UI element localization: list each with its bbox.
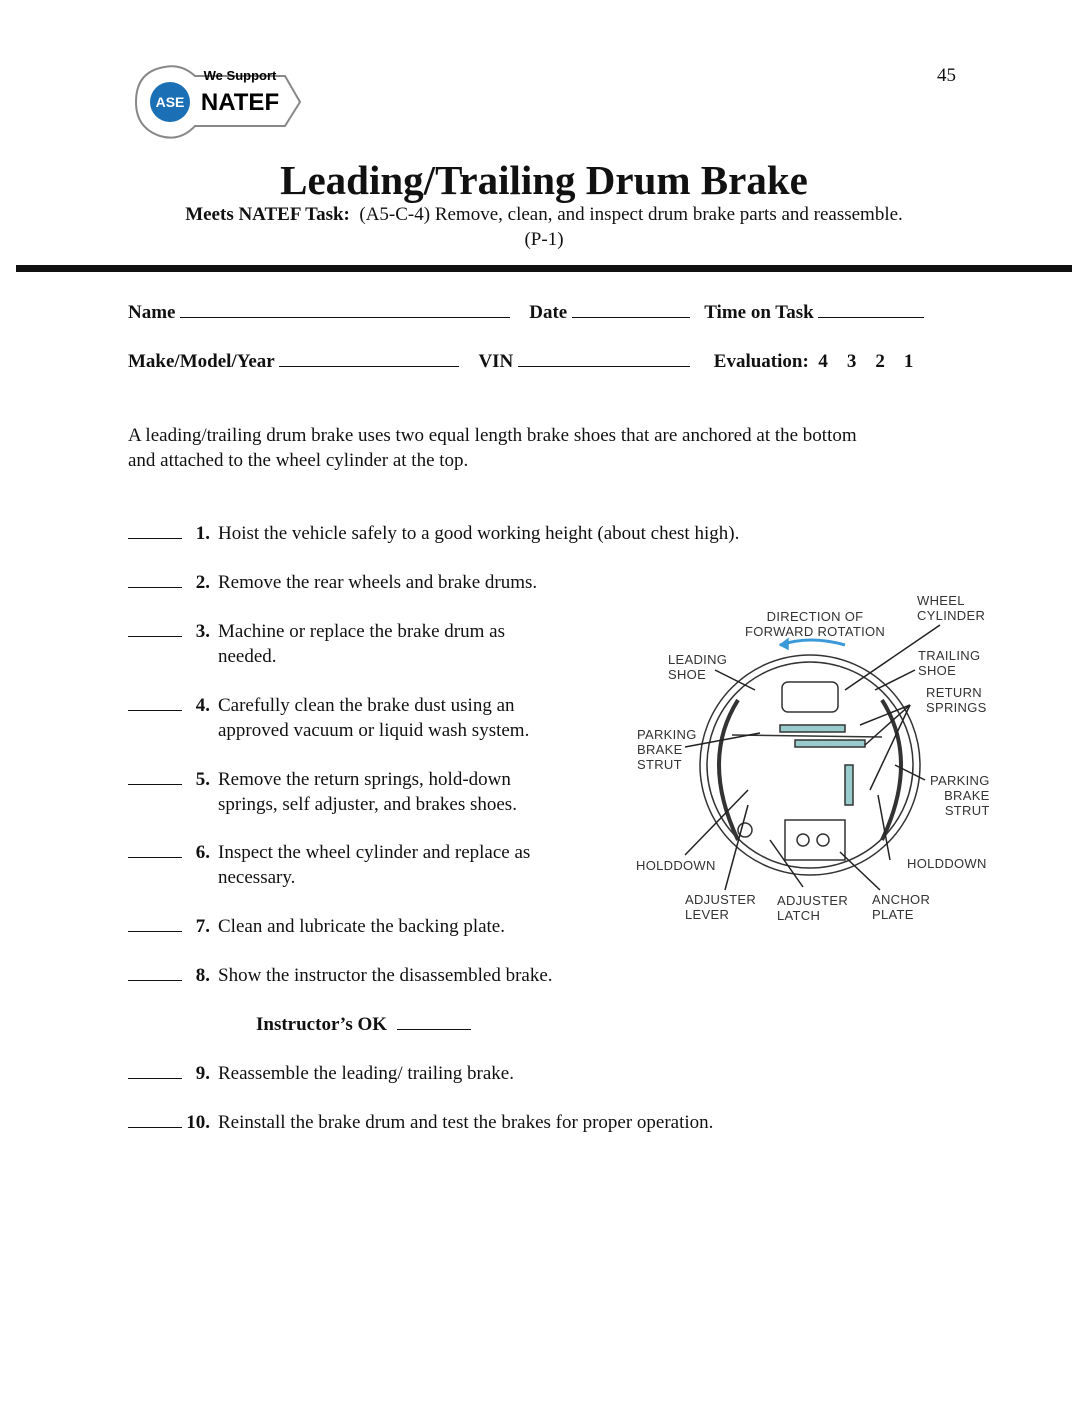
page-title: Leading/Trailing Drum Brake — [280, 157, 808, 203]
vin-field[interactable] — [518, 350, 690, 367]
label-adjuster-latch: ADJUSTER LATCH — [777, 893, 849, 923]
evaluation-label: Evaluation: — [713, 351, 809, 372]
task-text: (A5-C-4) Remove, clean, and inspect drum brake parts and reassemble. — [359, 204, 903, 225]
intro-text: A leading/trailing drum brake uses two equal length brake shoes that are anchored at the bottom and attached to the wheel cylinder at the top. — [128, 425, 857, 471]
label-holddown-left: HOLDDOWN — [636, 858, 716, 873]
make-label: Make/Model/Year — [128, 351, 275, 372]
vin-label: VIN — [478, 351, 514, 372]
step-number: 2. — [195, 572, 210, 593]
step-checkbox-blank[interactable] — [128, 784, 182, 785]
step-number: 5. — [195, 769, 210, 790]
step-text: Reassemble the leading/ trailing brake. — [218, 1063, 514, 1084]
step-text: Clean and lubricate the backing plate. — [218, 916, 505, 937]
make-field[interactable] — [279, 350, 459, 367]
step-text: Show the instructor the disassembled brake. — [218, 965, 553, 986]
step-number: 10. — [186, 1112, 210, 1133]
label-holddown-right: HOLDDOWN — [907, 856, 987, 871]
natef-logo — [130, 58, 305, 148]
date-field[interactable] — [572, 301, 690, 318]
label-anchor-plate: ANCHOR PLATE — [872, 892, 931, 922]
score-1[interactable]: 1 — [903, 351, 914, 372]
step-text: Carefully clean the brake dust using an approved vacuum or liquid wash system. — [218, 695, 530, 741]
name-field[interactable] — [180, 301, 510, 318]
label-adjuster-lever: ADJUSTER LEVER — [685, 892, 757, 922]
task-code: (P-1) — [524, 229, 564, 250]
step-checkbox-blank[interactable] — [128, 931, 182, 932]
step-number: 3. — [195, 621, 210, 642]
drum-brake-diagram — [620, 590, 1000, 930]
svg-text:ASE: ASE — [155, 94, 185, 110]
step-number: 1. — [195, 523, 210, 544]
label-trailing-shoe: TRAILING SHOE — [918, 648, 981, 678]
step-checkbox-blank[interactable] — [128, 1127, 182, 1128]
step-checkbox-blank[interactable] — [128, 636, 182, 637]
step-checkbox-blank[interactable] — [128, 538, 182, 539]
score-3[interactable]: 3 — [846, 351, 857, 372]
step-text: Reinstall the brake drum and test the brakes for proper operation. — [218, 1112, 714, 1133]
step-number: 9. — [195, 1063, 210, 1084]
step-text: Remove the rear wheels and brake drums. — [218, 572, 538, 593]
instructor-ok-field[interactable] — [397, 1013, 471, 1030]
step-number: 6. — [195, 842, 210, 863]
instructor-ok-label: Instructor’s OK — [256, 1014, 388, 1035]
step-number: 7. — [195, 916, 210, 937]
label-parking-strut-right: PARKING BRAKE STRUT — [930, 773, 990, 818]
step-text: Remove the return springs, hold-down springs, self adjuster, and brakes shoes. — [218, 769, 517, 815]
label-leading-shoe: LEADING SHOE — [668, 652, 728, 682]
svg-text:NATEF: NATEF — [200, 89, 280, 116]
svg-text:We Support: We Support — [203, 68, 277, 83]
label-direction: DIRECTION OF FORWARD ROTATION — [745, 609, 886, 639]
step-checkbox-blank[interactable] — [128, 857, 182, 858]
step-text: Hoist the vehicle safely to a good working height (about chest high). — [218, 523, 740, 544]
step-text: Machine or replace the brake drum as needed. — [218, 621, 505, 667]
time-label: Time on Task — [704, 302, 814, 323]
page-number: 45 — [937, 65, 956, 86]
task-label: Meets NATEF Task: — [185, 204, 350, 225]
divider — [16, 265, 1072, 272]
step-number: 4. — [195, 695, 210, 716]
score-4[interactable]: 4 — [818, 351, 828, 372]
score-2[interactable]: 2 — [875, 351, 885, 372]
step-number: 8. — [195, 965, 210, 986]
time-field[interactable] — [818, 301, 924, 318]
label-return-springs: RETURN SPRINGS — [926, 685, 987, 715]
step-checkbox-blank[interactable] — [128, 710, 182, 711]
name-label: Name — [128, 302, 176, 323]
label-parking-strut-left: PARKING BRAKE STRUT — [637, 727, 697, 772]
label-wheel-cylinder: WHEEL CYLINDER — [917, 593, 986, 623]
step-checkbox-blank[interactable] — [128, 980, 182, 981]
step-checkbox-blank[interactable] — [128, 587, 182, 588]
step-text: Inspect the wheel cylinder and replace as necessary. — [218, 842, 531, 888]
step-checkbox-blank[interactable] — [128, 1078, 182, 1079]
date-label: Date — [529, 302, 568, 323]
